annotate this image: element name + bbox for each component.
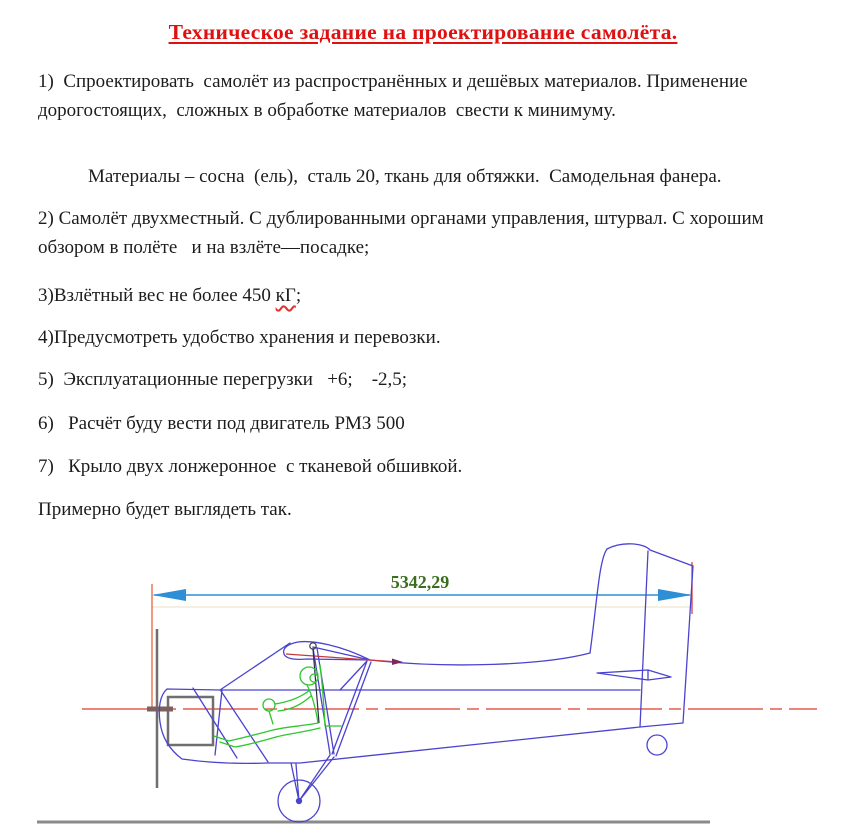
- tail-wheel: [647, 735, 667, 755]
- paragraph-materials: Материалы – сосна (ель), сталь 20, ткань для обтяжки. Самодельная фанера.: [88, 166, 722, 187]
- paragraph-item2: 2) Самолёт двухместный. С дублированными органами управления, штурвал. С хорошим обзором в полёте и на взлёте—посадке;: [38, 208, 769, 258]
- nose-cowl: [159, 689, 640, 763]
- paragraph-item6: 6) Расчёт буду вести под двигатель РМЗ 500: [38, 413, 405, 434]
- cabin-truss: [313, 647, 371, 756]
- rudder: [640, 566, 693, 727]
- dimension-annotation: [152, 562, 692, 710]
- aircraft-cad-drawing: [0, 530, 846, 835]
- fin-top-edge: [607, 544, 693, 566]
- pilot-arm: [275, 690, 310, 704]
- wing-chord-line: [286, 654, 398, 662]
- paragraph-item3: [38, 281, 824, 310]
- item3-misspelled-word: кГ: [275, 285, 296, 306]
- document-title: Техническое задание на проектирование самолёта.: [168, 20, 678, 44]
- fin-leading-edge: [590, 549, 607, 653]
- wing-chord-arrow-icon: [392, 659, 403, 666]
- rudder-hinge-line: [640, 551, 648, 727]
- wheel-hub-dot: [297, 799, 302, 804]
- paragraph-item4: 4)Предусмотреть удобство хранения и перевозки.: [38, 327, 441, 348]
- paragraph-item5: 5) Эксплуатационные перегрузки +6; -2,5;: [38, 369, 408, 390]
- tail-boom-top: [370, 653, 590, 665]
- pilot-headset: [310, 674, 318, 682]
- item3-prefix: 3)Взлётный вес не более 450: [38, 285, 276, 306]
- pilot-seat-back: [320, 665, 341, 726]
- cowl-side-diagonals: [193, 688, 268, 762]
- paragraph-item7: 7) Крыло двух лонжеронное с тканевой обшивкой.: [38, 456, 463, 477]
- dimension-arrow-left-icon: [152, 589, 186, 601]
- paragraph-closing: Примерно будет выглядеть так.: [38, 499, 292, 520]
- windshield: [220, 643, 290, 690]
- horizontal-stabilizer: [597, 670, 671, 680]
- item3-suffix: ;: [295, 285, 302, 306]
- dimension-label: 5342,29: [390, 572, 450, 592]
- paragraph-item1: 1) Спроектировать самолёт из распространённых и дешёвых материалов. Применение дорогостоящих, сложных в обработке материалов свести к минимуму.: [38, 71, 762, 121]
- engine-box: [168, 697, 213, 745]
- dimension-arrow-right-icon: [658, 589, 692, 601]
- control-column: [269, 711, 273, 724]
